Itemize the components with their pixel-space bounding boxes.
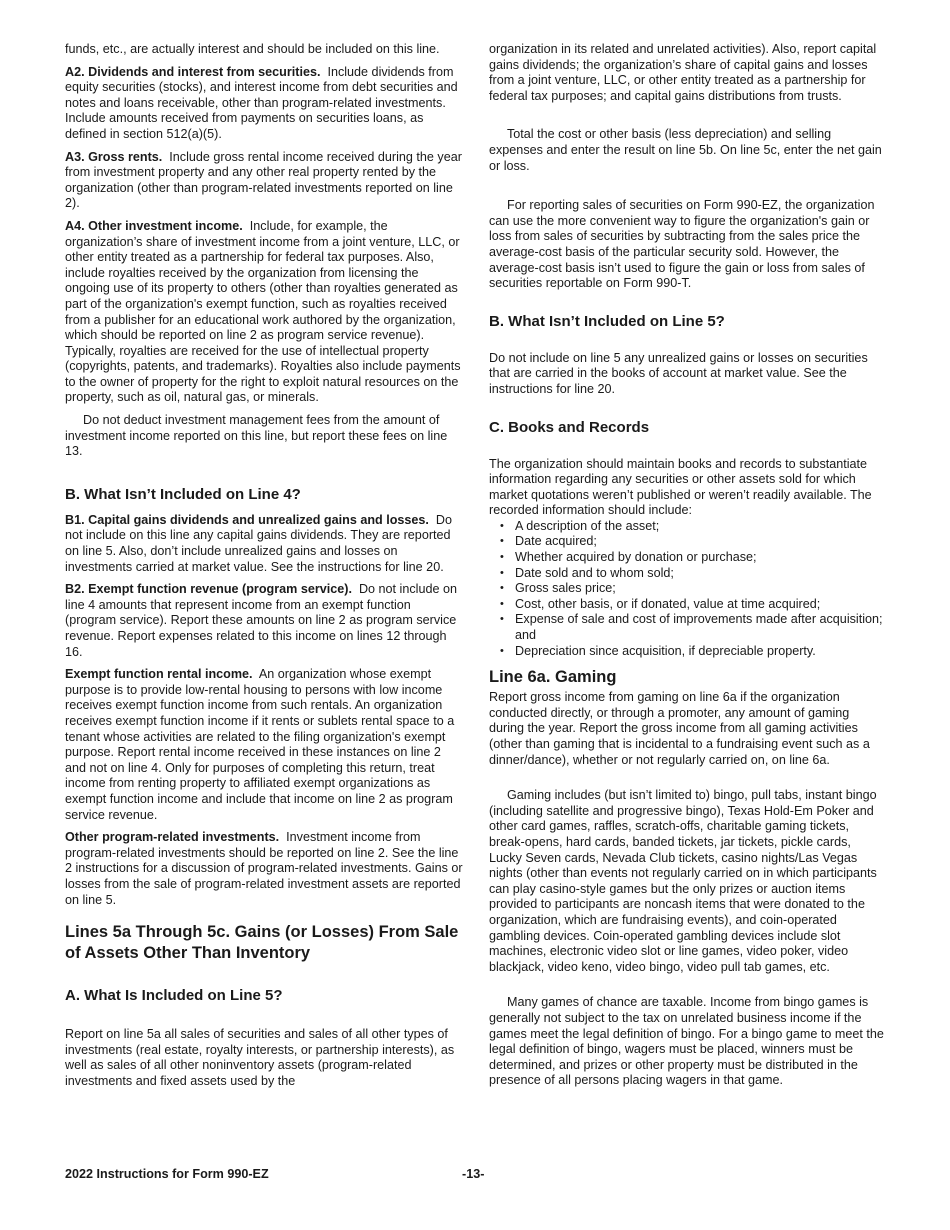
paragraph-text: Include, for example, the organization’s share of investment income from a joint venture, LLC, or other entity treated as a partnership for federal tax purposes. Also, include royalties received by the organization from licensing the ongoing use of its property to others (other than royalties generated as part of the organization's exempt function, such as royalties received from a publisher for an educational work authored by the organization, which should be reported on line 2 as program service revenue). Typically, royalties are received for the use of intellectual property (copyrights, patents, and trademarks). Royalties also include payments to the owner of property for the right to exploit natural resources on the property, such as oil, natural gas, or minerals. bbox=[65, 218, 461, 405]
paragraph: Do not include on line 5 any unrealized gains or losses on securities that are carried in the books of account at market value. See the instructions for line 20. bbox=[489, 350, 868, 396]
paragraph-a2 bbox=[65, 65, 463, 143]
paragraph-text: An organization whose exempt purpose is to provide low-rental housing to persons with low income receives exempt function income from such rentals. An organization receives exempt function income if it rents or sublets rental space to a tenant whose activities are related to the filing organization's exempt purpose. Report rental income received in these instances on line 2 and not on line 4. Only for purposes of completing this return, treat income from renting property to affiliated exempt organizations as exempt function income and include that income on line 2 as program service revenue. bbox=[65, 667, 455, 822]
bullet-icon: • bbox=[500, 582, 504, 595]
list-item: • Date acquired; bbox=[500, 534, 597, 549]
paragraph: The organization should maintain books and records to substantiate information regarding any securities or other assets sold for which market quotations weren’t published or weren’t readily available. The recorded information should include: bbox=[489, 456, 872, 518]
paragraph: funds, etc., are actually interest and should be included on this line. bbox=[65, 42, 440, 56]
run-in-heading: A2. Dividends and interest from securities. bbox=[65, 64, 321, 79]
paragraph: Report gross income from gaming on line 6a if the organization conducted directly, or through a promoter, any amount of gaming during the year. Report the gross income from all gaming activities (other than gaming that is incidental to a fundraising event such as a dinner/dance), whether or not regularly carried on, on line 6a. bbox=[489, 690, 870, 767]
list-item: • Date sold and to whom sold; bbox=[500, 565, 674, 580]
footer-title: 2022 Instructions for Form 990-EZ bbox=[65, 1167, 269, 1181]
paragraph: Gaming includes (but isn’t limited to) bingo, pull tabs, instant bingo (including satellite and progressive bingo), Texas Hold-Em Poker and other card games, raffles, scratch-offs, charitable gaming tickets, break-opens, hard cards, banded tickets, jar tickets, pickle cards, Lucky Seven cards, Nevada Club tickets, casino nights/Las Vegas nights (other than events not regularly carried on in which participants can play casino-style games but the only prizes or auction items provided to participants are noncash items that were donated to the organization, which are fundraising events), and coin-operated gambling devices. Coin-operated gambling devices include slot machines, electronic video slot or line games, video poker, video blackjack, video keno, video bingo, video pull tab games, etc. bbox=[489, 788, 877, 974]
bullet-list bbox=[489, 519, 887, 659]
run-in-heading: B1. Capital gains dividends and unrealized gains and losses. bbox=[65, 512, 429, 527]
paragraph: Many games of chance are taxable. Income from bingo games is generally not subject to the tax on unrelated business income if the games meet the legal definition of bingo. For a bingo game to meet the legal definition of bingo, wagers must be placed, winners must be determined, and prizes or other property must be distributed in the presence of all persons placing wagers in that game. bbox=[489, 995, 884, 1088]
paragraph: For reporting sales of securities on Form 990-EZ, the organization can use the more convenient way to figure the organization's gain or loss from sales of securities by subtracting from the sales price the average-cost basis of the particular security sold. However, the average-cost basis isn’t used to figure the gain or loss from sales of securities reportable on Form 990-T. bbox=[489, 198, 875, 291]
paragraph: organization in its related and unrelated activities). Also, report capital gains dividends; the organization’s share of capital gains and losses from a joint venture, LLC, or other entity treated as a partnership for federal tax purposes; and capital gains distributions from trusts. bbox=[489, 42, 877, 103]
list-item: • Expense of sale and cost of improvements made after acquisition; and bbox=[500, 612, 883, 643]
paragraph-text: Investment income from program-related investments should be reported on line 2. See the line 2 instructions for a discussion of program-related investments. Gains or losses from the sale of program-related investment assets are reported on line 5. bbox=[65, 830, 463, 907]
paragraph-text: Include gross rental income received during the year from investment property and any other real property rented by the organization (other than program-related investments reported on line 2). bbox=[65, 149, 462, 211]
bullet-icon: • bbox=[500, 519, 504, 532]
paragraph-text: Do not include on this line any capital gains dividends. They are reported on line 5. Also, don’t include unrealized gains and losses on investments carried at market value. See the instructions for line 20. bbox=[65, 512, 453, 574]
left-column bbox=[65, 42, 463, 1096]
paragraph: Report on line 5a all sales of securities and sales of all other types of investments (real estate, royalty interests, or partnership interests), as well as sales of all other noninventory assets (program-related investments and fixed assets used by the bbox=[65, 1027, 455, 1088]
bullet-icon: • bbox=[500, 566, 504, 579]
run-in-heading: Other program-related investments. bbox=[65, 830, 280, 845]
run-in-heading: A4. Other investment income. bbox=[65, 218, 243, 233]
paragraph-exempt-rental bbox=[65, 667, 463, 823]
bullet-icon: • bbox=[500, 597, 504, 610]
paragraph-text: Do not include on line 4 amounts that represent income from an exempt function (program service). Report these amounts on line 2 as program service revenue. Report expenses related to this income on lines 12 through 16. bbox=[65, 582, 457, 659]
paragraph-a3 bbox=[65, 150, 463, 212]
paragraph-other-program bbox=[65, 830, 463, 908]
section-heading: C. Books and Records bbox=[489, 418, 650, 436]
run-in-heading: B2. Exempt function revenue (program service). bbox=[65, 582, 352, 597]
paragraph: Total the cost or other basis (less depreciation) and selling expenses and enter the result on line 5b. On line 5c, enter the net gain or loss. bbox=[489, 127, 882, 173]
bullet-icon: • bbox=[500, 535, 504, 548]
section-heading: A. What Is Included on Line 5? bbox=[65, 987, 283, 1005]
paragraph-b2 bbox=[65, 582, 463, 660]
paragraph-a4 bbox=[65, 219, 463, 406]
list-item: • Cost, other basis, or if donated, value at time acquired; bbox=[500, 596, 821, 611]
page-number: -13- bbox=[462, 1167, 485, 1181]
right-column bbox=[489, 42, 887, 1096]
run-in-heading: A3. Gross rents. bbox=[65, 149, 163, 164]
section-heading: Lines 5a Through 5c. Gains (or Losses) From Sale of Assets Other Than Inventory bbox=[65, 923, 459, 963]
section-heading: Line 6a. Gaming bbox=[489, 668, 617, 687]
bullet-icon: • bbox=[500, 644, 504, 657]
bullet-icon: • bbox=[500, 551, 504, 564]
section-heading: B. What Isn’t Included on Line 4? bbox=[65, 485, 301, 503]
paragraph-text: Include dividends from equity securities (stocks), and interest income from debt securities and notes and loans receivable, other than program-related investments. Include amounts received from payments on securities loans, as defined in section 512(a)(5). bbox=[65, 64, 458, 141]
list-item: • Whether acquired by donation or purchase; bbox=[500, 550, 757, 565]
paragraph: Do not deduct investment management fees from the amount of investment income reported on this line, but report these fees on line 13. bbox=[65, 413, 448, 459]
paragraph-b1 bbox=[65, 513, 463, 575]
list-item: • Gross sales price; bbox=[500, 581, 616, 596]
list-item: • A description of the asset; bbox=[500, 518, 660, 533]
run-in-heading: Exempt function rental income. bbox=[65, 667, 253, 682]
section-heading: B. What Isn’t Included on Line 5? bbox=[489, 312, 725, 330]
list-item: • Depreciation since acquisition, if depreciable property. bbox=[500, 643, 816, 658]
bullet-icon: • bbox=[500, 613, 504, 626]
